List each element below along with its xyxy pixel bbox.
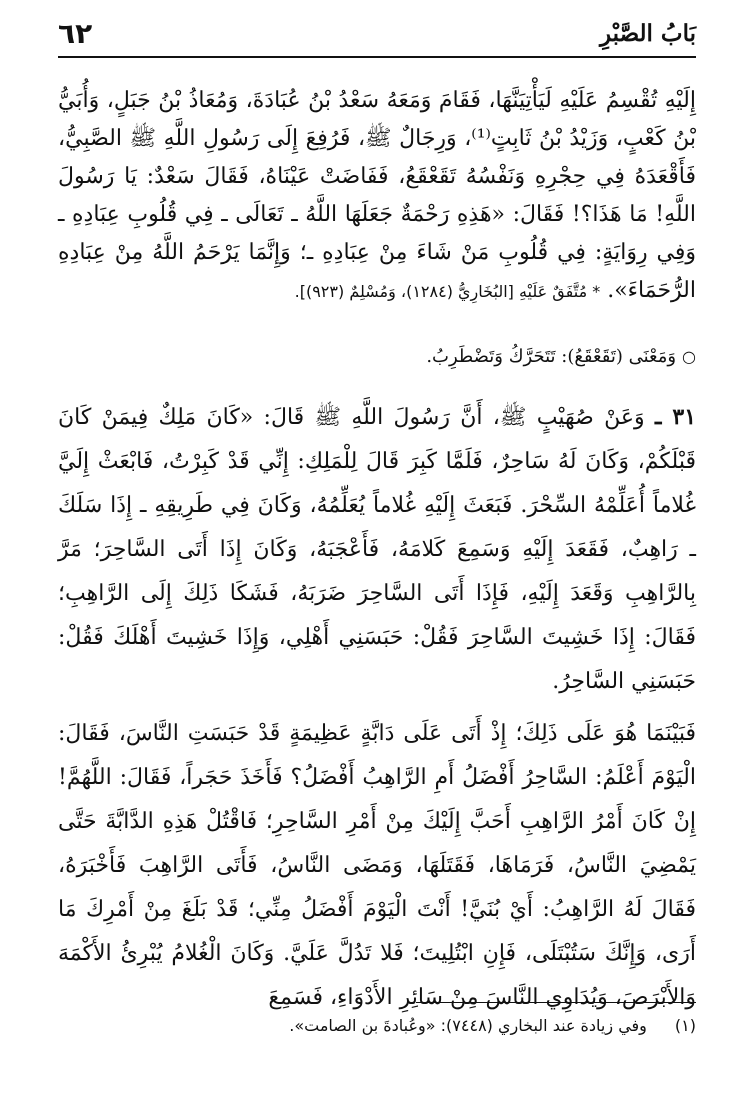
paragraph-1 bbox=[58, 82, 696, 311]
page-header bbox=[58, 10, 696, 58]
paragraph-3-text: فَبَيْنَمَا هُوَ عَلَى ذَلِكَ؛ إِذْ أَتَى عَلَى دَابَّةٍ عَظِيمَةٍ قَدْ حَبَسَتِ النَّاسَ، فَقَالَ: الْيَوْمَ أَعْلَمُ: السَّاحِرُ أَفْضَلُ أَمِ الرَّاهِبُ أَفْضَلُ؟ فَأَخَذَ حَجَراً، فَقَالَ: اللَّهُمَّ! إِنْ كَانَ أَمْرُ الرَّاهِبِ أَحَبَّ إِلَيْكَ مِنْ أَمْرِ السَّاحِرِ؛ فَاقْتُلْ هَذِهِ الدَّابَّةَ حَتَّى يَمْضِيَ النَّاسُ، فَرَمَاهَا، فَقَتَلَهَا، وَمَضَى النَّاسُ، فَأَتَى الرَّاهِبَ فَأَخْبَرَهُ، فَقَالَ لَهُ الرَّاهِبُ: أَيْ بُنَيَّ! أَنْتَ الْيَوْمَ أَفْضَلُ مِنِّي؛ قَدْ بَلَغَ مِنْ أَمْرِكَ مَا أَرَى، وَإِنَّكَ سَتُبْتَلَى، فَإِنِ ابْتُلِيتَ؛ فَلا تَدُلَّ عَلَيَّ. وَكَانَ الْغُلامُ يُبْرِئُ الأَكْمَهَ وَالأَبْرَصَ، وَيُدَاوِي النَّاسَ مِنْ سَائِرِ الأَدْوَاءِ، فَسَمِعَ bbox=[58, 721, 696, 1010]
paragraph-2 bbox=[58, 395, 696, 704]
paragraph-3 bbox=[58, 712, 696, 1020]
chapter-title: بَابُ الصَّبْرِ bbox=[599, 19, 696, 47]
footnote-text: وفي زيادة عند البخاري (٧٤٤٨): «وعُبادةَ بن الصامت». bbox=[289, 1016, 647, 1035]
circle-marker-icon: ○ bbox=[682, 347, 696, 366]
footnote-marker: (١) bbox=[674, 1016, 696, 1035]
page-number: ٦٢ bbox=[58, 16, 93, 50]
paragraph-2-text: وَعَنْ صُهَيْبٍ ﷺ، أَنَّ رَسُولَ اللَّهِ ﷺ قَالَ: «كَانَ مَلِكٌ فِيمَنْ كَانَ قَبْلَكُمْ، وَكَانَ لَهُ سَاحِرٌ، فَلَمَّا كَبِرَ قَالَ لِلْمَلِكِ: إِنِّي قَدْ كَبِرْتُ، فَابْعَثْ إِلَيَّ غُلاماً أُعَلِّمْهُ السِّحْرَ. فَبَعَثَ إِلَيْهِ غُلاماً يُعَلِّمُهُ، وَكَانَ فِي طَرِيقِهِ ـ إِذَا سَلَكَ ـ رَاهِبٌ، فَقَعَدَ إِلَيْهِ وَسَمِعَ كَلامَهُ، فَأَعْجَبَهُ، وَكَانَ إِذَا أَتَى السَّاحِرَ؛ مَرَّ بِالرَّاهِبِ وَقَعَدَ إِلَيْهِ، فَإِذَا أَتَى السَّاحِرَ ضَرَبَهُ، فَشَكَا ذَلِكَ إِلَى الرَّاهِبِ؛ فَقَالَ: إِذَا خَشِيتَ السَّاحِرَ فَقُلْ: حَبَسَنِي أَهْلِي، وَإِذَا خَشِيتَ أَهْلَكَ فَقُلْ: حَبَسَنِي السَّاحِرُ. bbox=[58, 405, 696, 694]
gloss-text: وَمَعْنَى (تَقَعْقَعُ): تَتَحَرَّكُ وَتَضْطَرِبُ. bbox=[426, 346, 677, 367]
hadith-number: ٣١ ـ bbox=[654, 404, 697, 430]
hadith-reference: * مُتَّفَقٌ عَلَيْهِ [البُخَارِيُّ (١٢٨٤)، وَمُسْلِمٌ (٩٢٣)]. bbox=[294, 282, 601, 301]
footnote-divider bbox=[416, 1002, 696, 1003]
footnote bbox=[58, 1014, 696, 1038]
gloss-note bbox=[58, 342, 696, 372]
paragraph-1-text: إِلَيْهِ تُقْسِمُ عَلَيْهِ لَيَأْتِيَنَّهَا، فَقَامَ وَمَعَهُ سَعْدُ بْنُ عُبَادَةَ، وَمُعَاذُ بْنُ جَبَلٍ، وَأُبَيُّ بْنُ كَعْبٍ، وَزَيْدُ بْنُ ثَابِتٍ⁽¹⁾، وَرِجَالٌ ﷺ، فَرُفِعَ إِلَى رَسُولِ اللَّهِ ﷺ الصَّبِيُّ، فَأَقْعَدَهُ فِي حِجْرِهِ وَنَفْسُهُ تَقَعْقَعُ، فَفَاضَتْ عَيْنَاهُ، فَقَالَ سَعْدٌ: يَا رَسُولَ اللَّهِ! مَا هَذَا؟! فَقَالَ: «هَذِهِ رَحْمَةٌ جَعَلَهَا اللَّهُ ـ تَعَالَى ـ فِي قُلُوبِ عِبَادِهِ ـ وَفِي رِوَايَةٍ: فِي قُلُوبِ مَنْ شَاءَ مِنْ عِبَادِهِ ـ؛ وَإِنَّمَا يَرْحَمُ اللَّهُ مِنْ عِبَادِهِ الرُّحَمَاءَ». bbox=[58, 88, 696, 303]
